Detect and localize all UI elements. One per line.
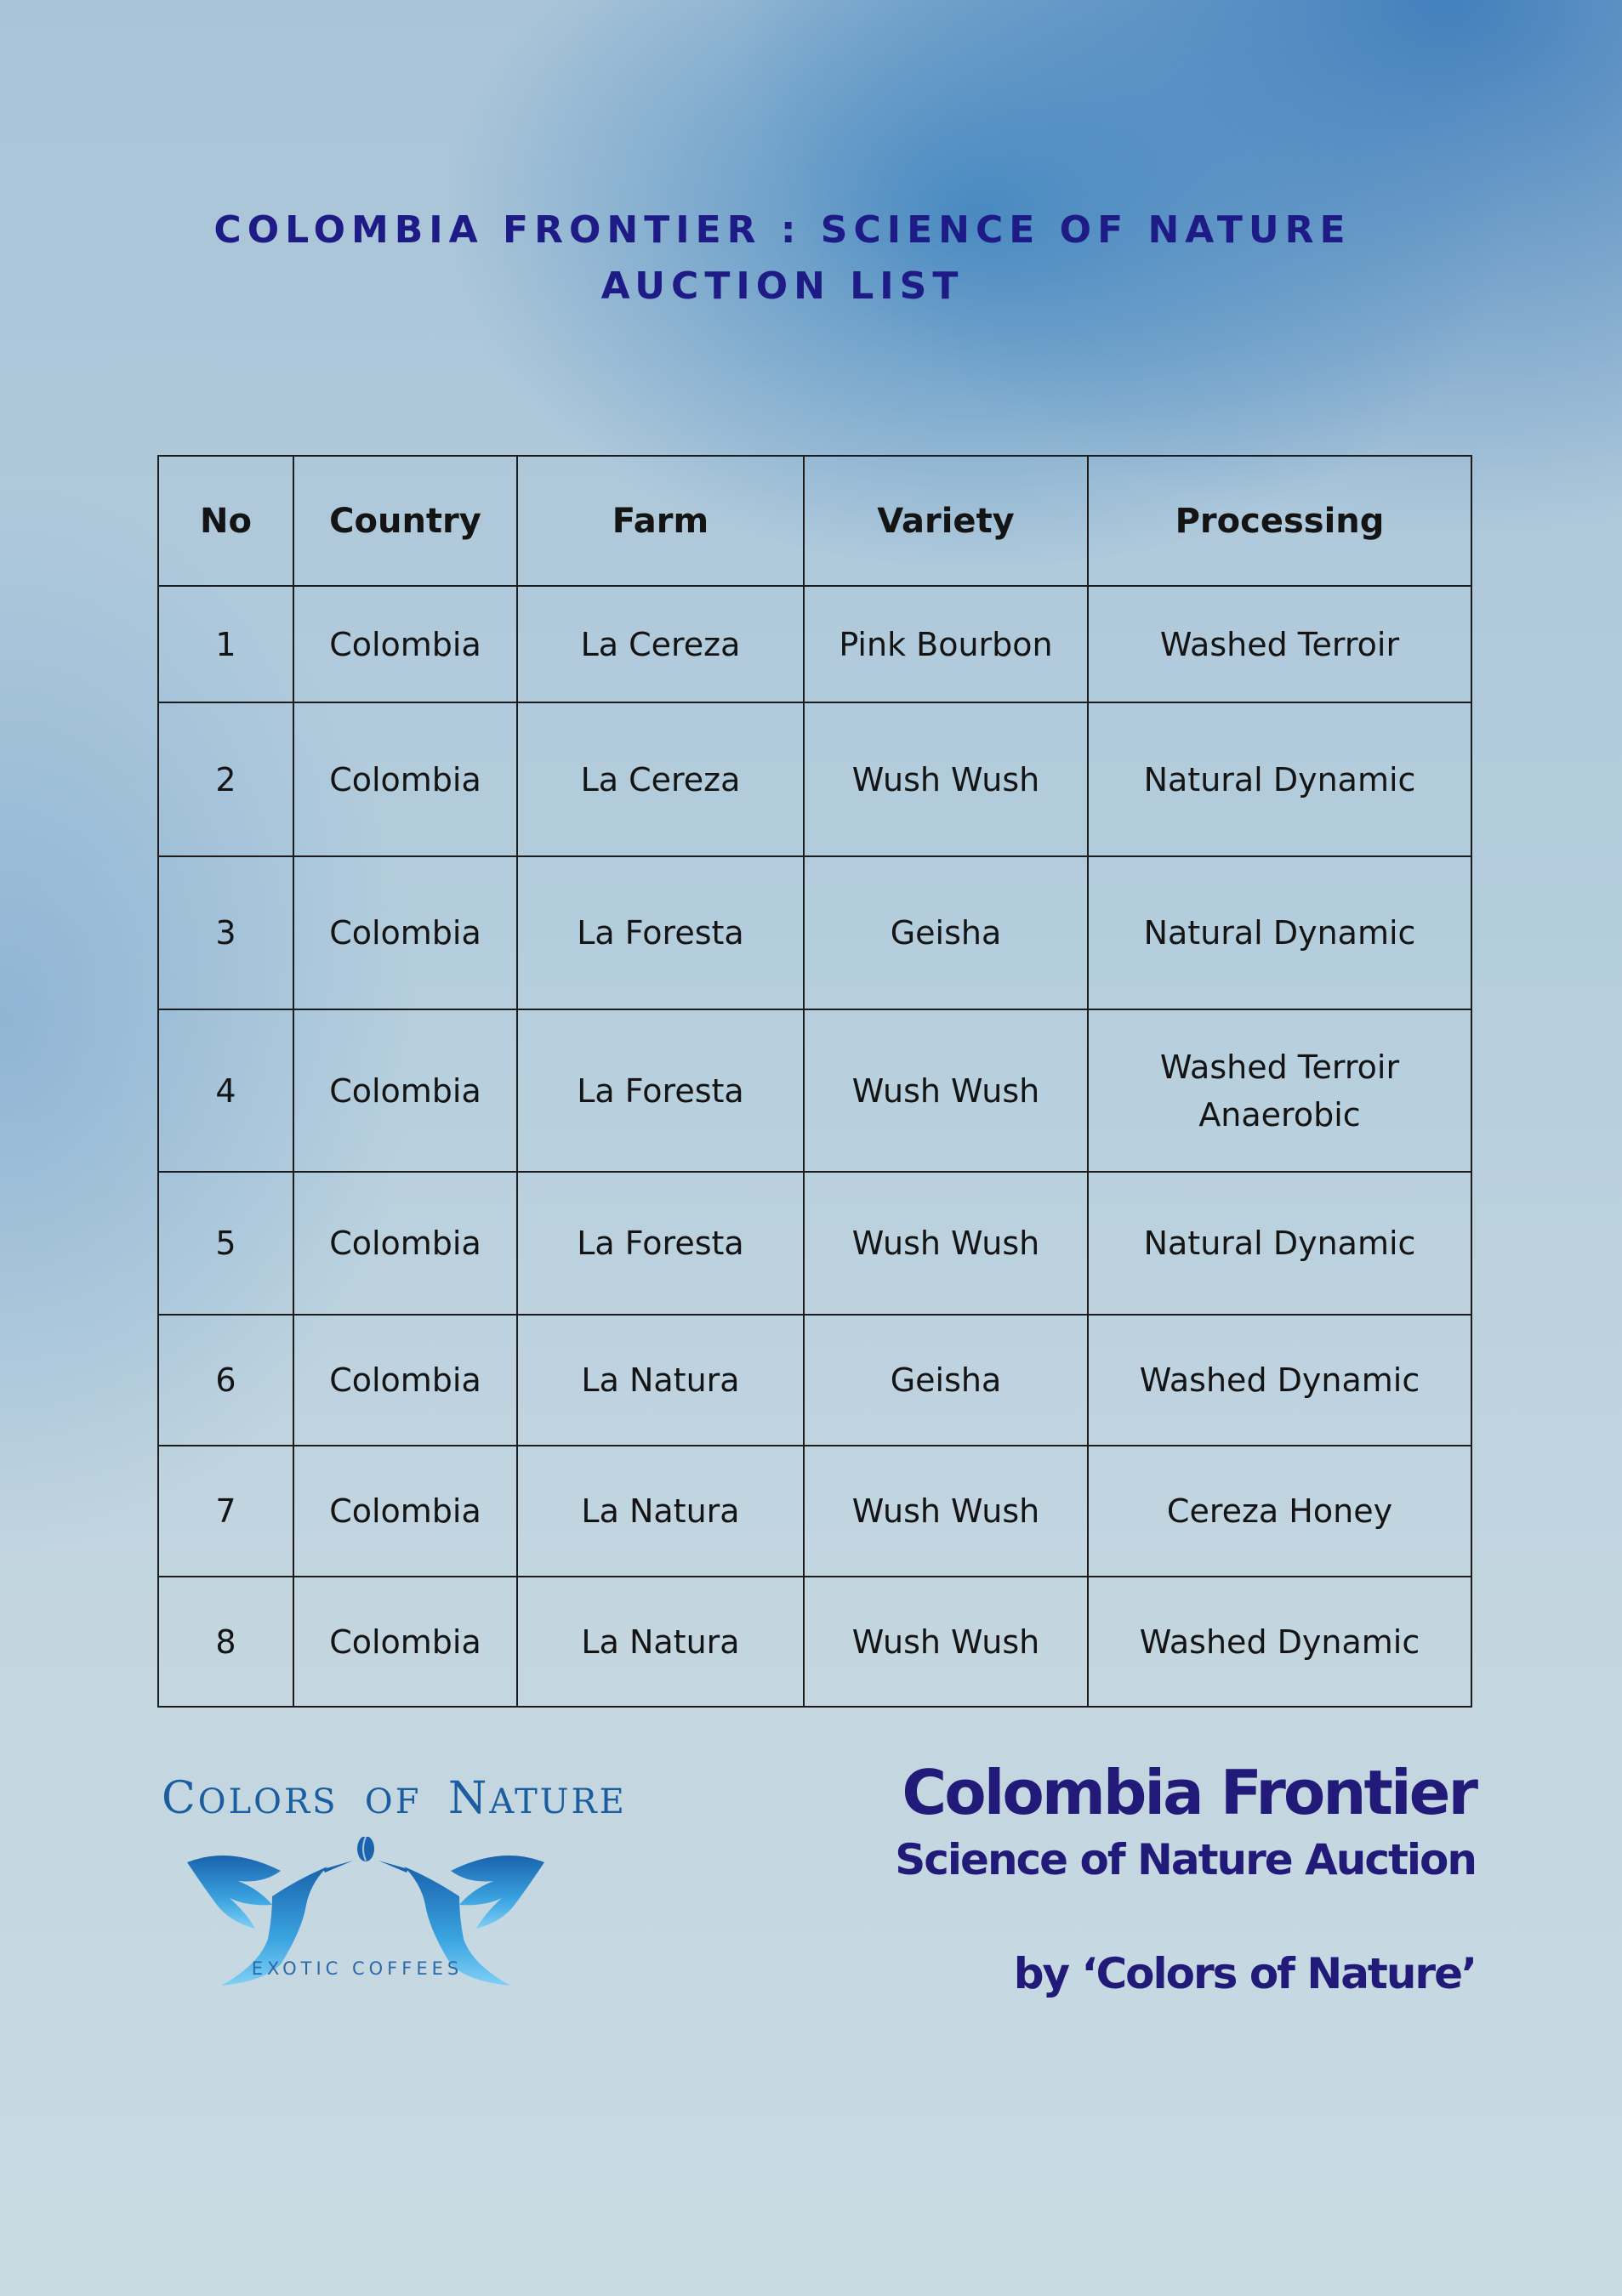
cell-country: Colombia bbox=[293, 702, 517, 856]
cell-variety: Pink Bourbon bbox=[804, 586, 1088, 702]
colors-of-nature-logo bbox=[162, 1773, 627, 2003]
table-row bbox=[158, 1009, 1471, 1172]
cell-farm: La Natura bbox=[517, 1315, 804, 1446]
title-line-2: AUCTION LIST bbox=[600, 264, 965, 308]
table-header-row bbox=[158, 456, 1471, 586]
header-country: Country bbox=[293, 456, 517, 586]
cell-farm: La Natura bbox=[517, 1446, 804, 1577]
cell-no: 4 bbox=[158, 1009, 293, 1172]
cell-processing: Cereza Honey bbox=[1088, 1446, 1471, 1577]
cell-processing: Washed Dynamic bbox=[1088, 1315, 1471, 1446]
header-processing: Processing bbox=[1088, 456, 1471, 586]
cell-farm: La Natura bbox=[517, 1577, 804, 1707]
table-row bbox=[158, 1172, 1471, 1315]
cell-no: 2 bbox=[158, 702, 293, 856]
cell-processing: Washed Terroir bbox=[1088, 586, 1471, 702]
cell-country: Colombia bbox=[293, 1009, 517, 1172]
cell-processing: Washed Dynamic bbox=[1088, 1577, 1471, 1707]
table-row bbox=[158, 702, 1471, 856]
cell-no: 1 bbox=[158, 586, 293, 702]
cell-processing: Washed Terroir Anaerobic bbox=[1088, 1009, 1471, 1172]
table-row bbox=[158, 1315, 1471, 1446]
cell-farm: La Foresta bbox=[517, 1009, 804, 1172]
table-row bbox=[158, 586, 1471, 702]
cell-variety: Wush Wush bbox=[804, 1446, 1088, 1577]
cell-variety: Geisha bbox=[804, 856, 1088, 1009]
cell-no: 7 bbox=[158, 1446, 293, 1577]
cell-processing: Natural Dynamic bbox=[1088, 1172, 1471, 1315]
auction-table bbox=[157, 455, 1472, 1708]
header-no: No bbox=[158, 456, 293, 586]
cell-farm: La Foresta bbox=[517, 1172, 804, 1315]
cell-country: Colombia bbox=[293, 856, 517, 1009]
cell-processing: Natural Dynamic bbox=[1088, 856, 1471, 1009]
cell-variety: Wush Wush bbox=[804, 1172, 1088, 1315]
cell-no: 8 bbox=[158, 1577, 293, 1707]
logo-wordmark: COLORS OF NATURE bbox=[162, 1773, 627, 1824]
cell-variety: Geisha bbox=[804, 1315, 1088, 1446]
cell-no: 5 bbox=[158, 1172, 293, 1315]
brand-byline: by ‘Colors of Nature’ bbox=[1013, 1949, 1476, 1998]
table-row bbox=[158, 856, 1471, 1009]
header-farm: Farm bbox=[517, 456, 804, 586]
table-row bbox=[158, 1446, 1471, 1577]
cell-no: 3 bbox=[158, 856, 293, 1009]
page-title bbox=[213, 202, 1352, 315]
cell-processing: Natural Dynamic bbox=[1088, 702, 1471, 856]
cell-farm: La Foresta bbox=[517, 856, 804, 1009]
cell-country: Colombia bbox=[293, 1172, 517, 1315]
cell-variety: Wush Wush bbox=[804, 1577, 1088, 1707]
cell-variety: Wush Wush bbox=[804, 702, 1088, 856]
logo-tagline: EXOTIC COFFEES bbox=[251, 1958, 464, 1979]
cell-no: 6 bbox=[158, 1315, 293, 1446]
brand-block bbox=[895, 1752, 1476, 2000]
title-line-1: COLOMBIA FRONTIER : SCIENCE OF NATURE bbox=[213, 208, 1352, 252]
cell-farm: La Cereza bbox=[517, 702, 804, 856]
brand-title: Colombia Frontier bbox=[902, 1757, 1476, 1828]
cell-variety: Wush Wush bbox=[804, 1009, 1088, 1172]
brand-subtitle: Science of Nature Auction bbox=[895, 1835, 1476, 1884]
cell-country: Colombia bbox=[293, 1315, 517, 1446]
cell-country: Colombia bbox=[293, 1446, 517, 1577]
table-row bbox=[158, 1577, 1471, 1707]
cell-country: Colombia bbox=[293, 1577, 517, 1707]
header-variety: Variety bbox=[804, 456, 1088, 586]
cell-country: Colombia bbox=[293, 586, 517, 702]
cell-farm: La Cereza bbox=[517, 586, 804, 702]
